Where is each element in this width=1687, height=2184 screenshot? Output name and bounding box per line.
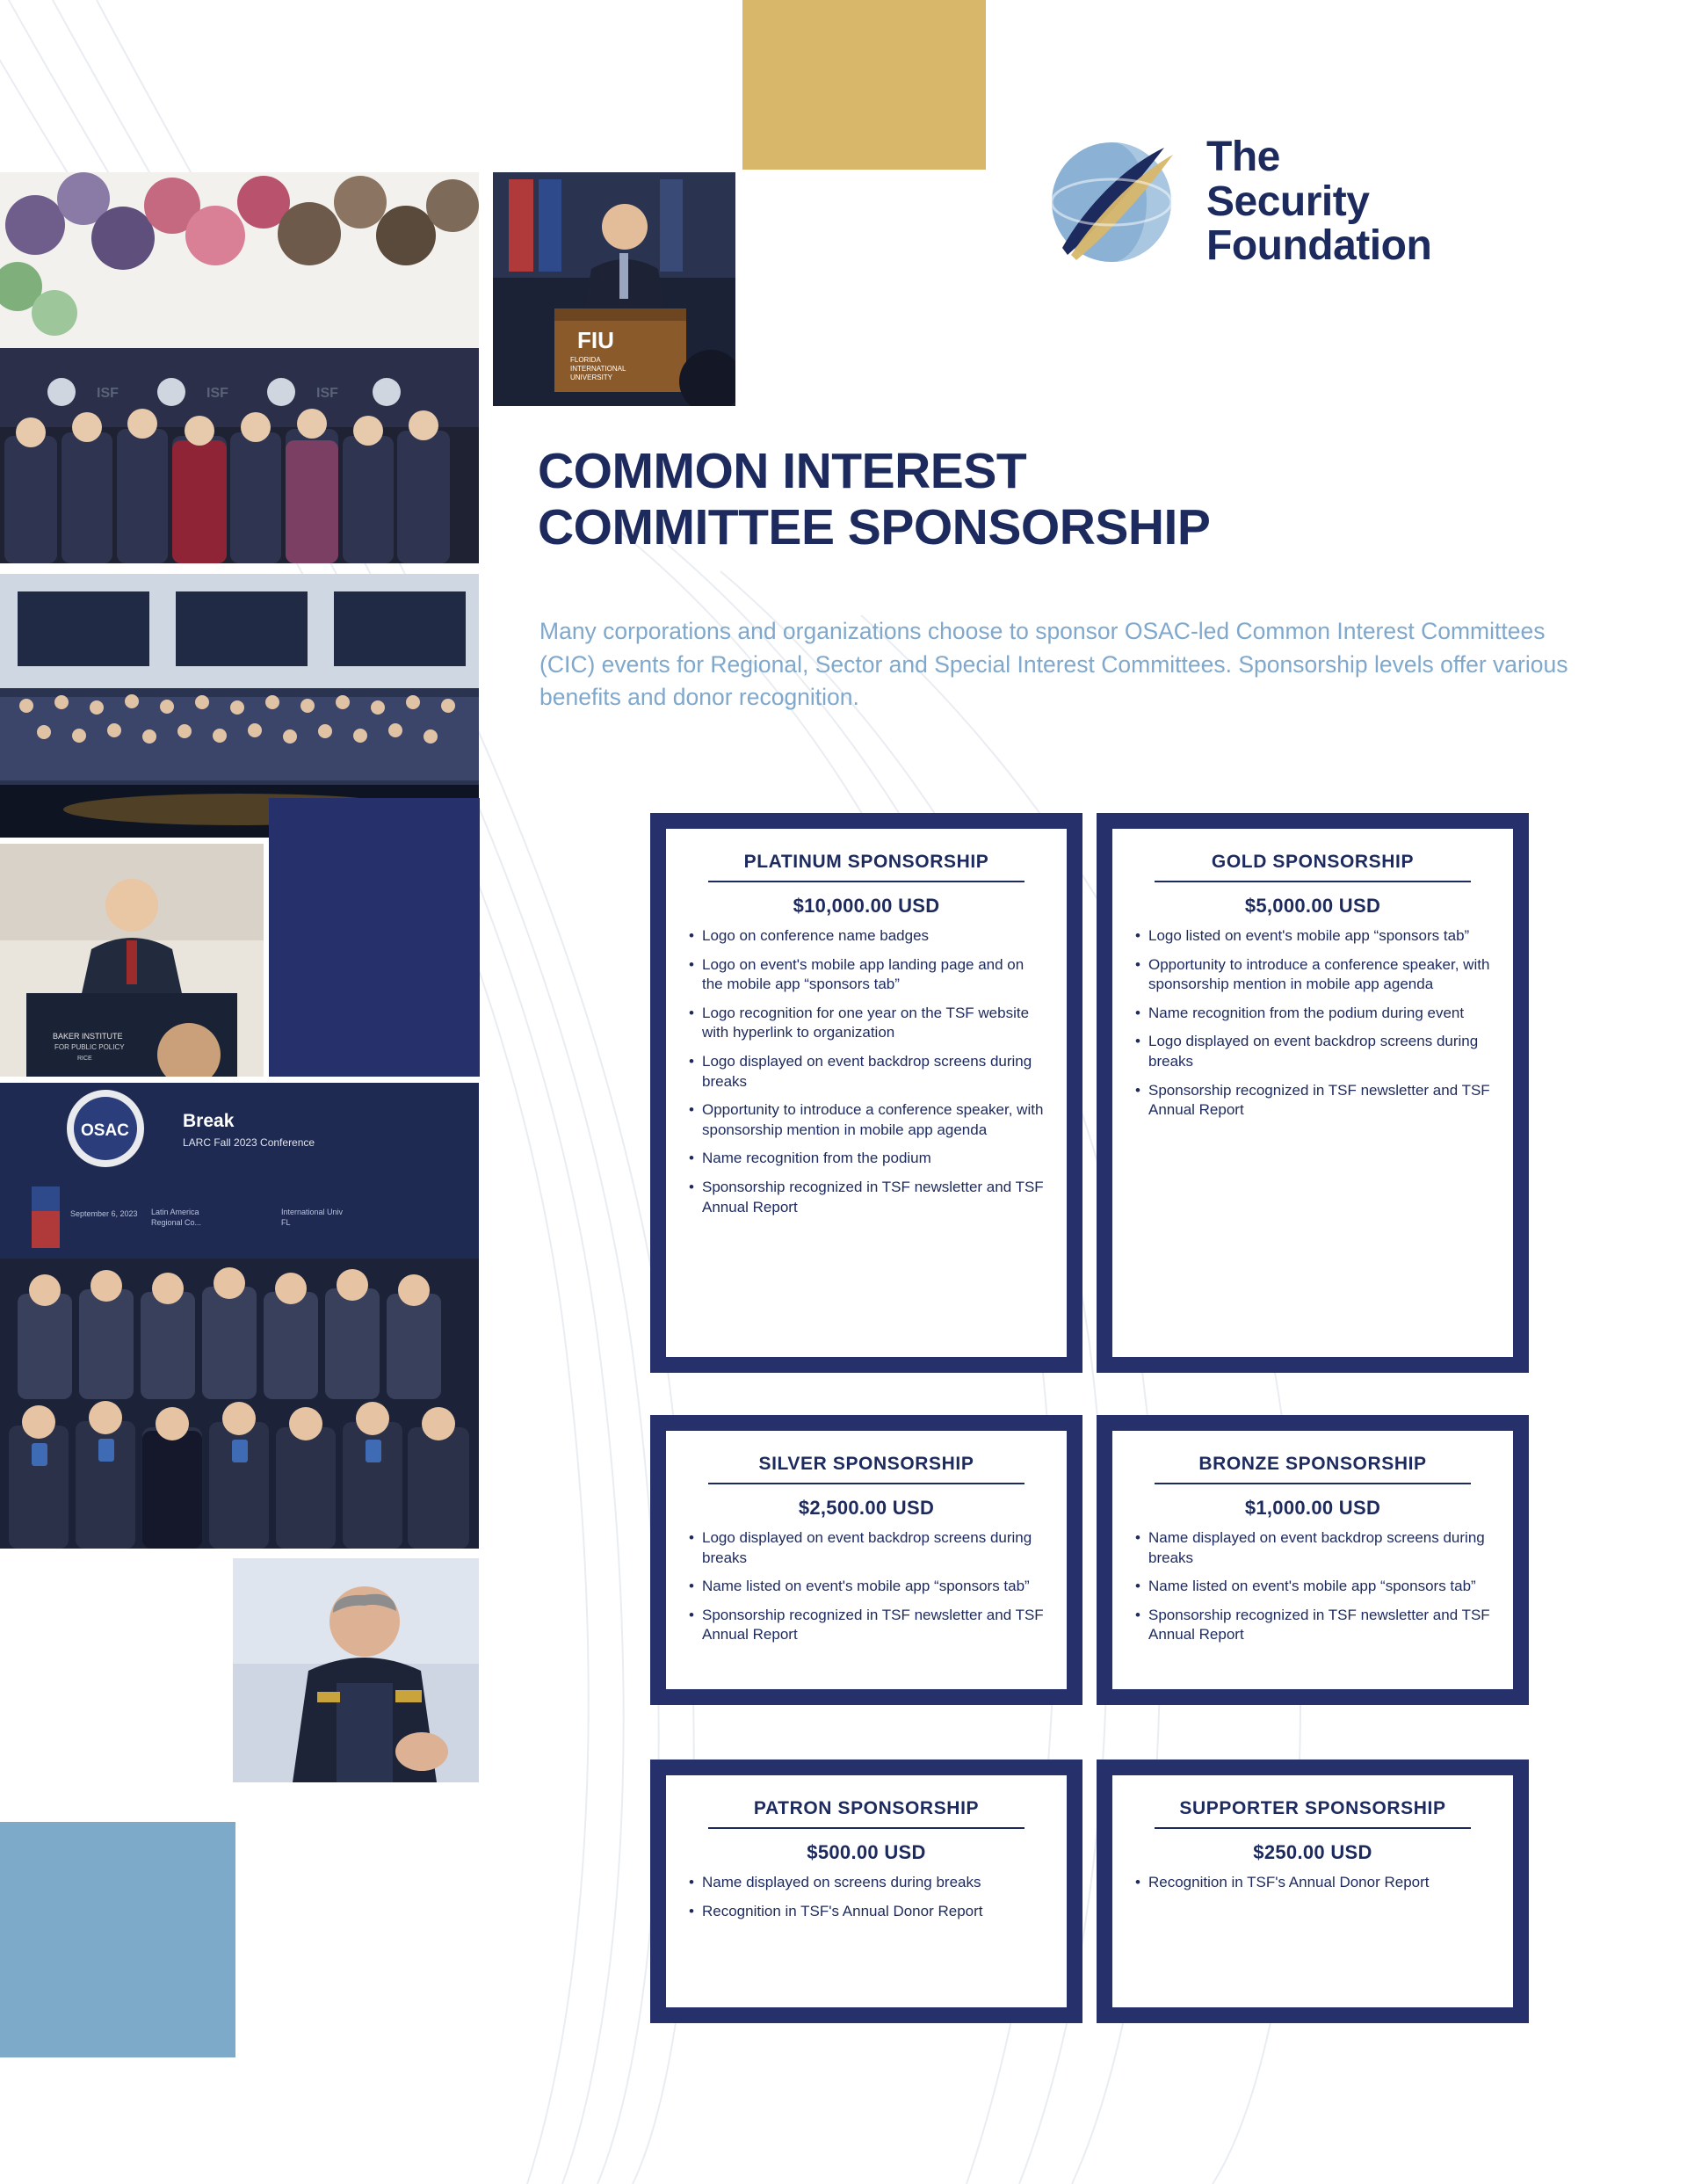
tier-title: SUPPORTER SPONSORSHIP <box>1155 1798 1471 1829</box>
tier-benefit-list <box>689 1528 1044 1645</box>
tier-benefit: • Sponsorship recognized in TSF newsletter and TSF Annual Report <box>1135 1606 1490 1645</box>
svg-text:BAKER INSTITUTE: BAKER INSTITUTE <box>53 1032 123 1041</box>
tier-benefit-list <box>689 1873 1044 1921</box>
tier-card-supporter <box>1097 1760 1529 2023</box>
tier-benefit-list <box>1135 926 1490 1121</box>
svg-text:September 6, 2023: September 6, 2023 <box>70 1209 138 1218</box>
tier-card-gold <box>1097 813 1529 1373</box>
photo-baker-institute-speaker <box>0 844 264 1077</box>
svg-text:FLORIDA: FLORIDA <box>570 356 601 364</box>
brand-name <box>1206 135 1431 270</box>
tier-card-patron <box>650 1760 1082 2023</box>
tier-title: GOLD SPONSORSHIP <box>1155 852 1471 882</box>
photo-group-photo-balloons <box>0 172 479 563</box>
tier-benefit: • Name listed on event's mobile app “sponsors tab” <box>689 1577 1044 1597</box>
page-intro: Many corporations and organizations choose to sponsor OSAC-led Common Interest Committees (CIC) events for Regional, Sector and Special Interest Committees. Sponsorship levels offer various benefits and donor recognition. <box>539 618 1568 711</box>
svg-text:ISF: ISF <box>206 386 228 401</box>
tier-price: $2,500.00 USD <box>798 1497 935 1519</box>
tier-price: $10,000.00 USD <box>793 895 940 917</box>
tier-price: $500.00 USD <box>807 1841 926 1863</box>
tier-benefit: • Logo recognition for one year on the TSF website with hyperlink to organization <box>689 1004 1044 1043</box>
navy-block-left <box>269 798 480 1077</box>
tier-price: $1,000.00 USD <box>1244 1497 1381 1519</box>
brand-line-2: Security <box>1206 178 1370 225</box>
gold-accent-block <box>742 0 986 170</box>
tier-benefit: • Logo displayed on event backdrop screens during breaks <box>689 1528 1044 1568</box>
svg-text:International Univ: International Univ <box>281 1208 344 1216</box>
tier-benefit: • Opportunity to introduce a conference speaker, with sponsorship mention in mobile app agenda <box>689 1100 1044 1140</box>
tier-card-bronze <box>1097 1415 1529 1705</box>
tier-price: $5,000.00 USD <box>1244 895 1381 917</box>
svg-text:LARC Fall 2023 Conference: LARC Fall 2023 Conference <box>183 1136 315 1149</box>
tier-benefit: • Recognition in TSF's Annual Donor Report <box>1135 1873 1490 1893</box>
svg-text:RICE: RICE <box>77 1056 92 1062</box>
tier-benefit: • Name displayed on event backdrop screens during breaks <box>1135 1528 1490 1568</box>
tier-card-silver <box>650 1415 1082 1705</box>
tier-benefit: • Sponsorship recognized in TSF newsletter and TSF Annual Report <box>689 1178 1044 1217</box>
tier-benefit: • Logo listed on event's mobile app “sponsors tab” <box>1135 926 1490 947</box>
svg-text:ISF: ISF <box>97 386 119 401</box>
tier-benefit: • Opportunity to introduce a conference speaker, with sponsorship mention in mobile app agenda <box>1135 955 1490 995</box>
svg-text:OSAC: OSAC <box>81 1121 129 1140</box>
tier-benefit: • Name recognition from the podium <box>689 1149 1044 1169</box>
svg-text:Regional Co...: Regional Co... <box>151 1218 202 1227</box>
tier-benefit: • Name displayed on screens during breaks <box>689 1873 1044 1893</box>
tier-title: SILVER SPONSORSHIP <box>708 1454 1025 1484</box>
brand-line-1: The <box>1206 133 1280 180</box>
page-title <box>538 444 1575 556</box>
tier-title: PATRON SPONSORSHIP <box>708 1798 1025 1829</box>
svg-text:UNIVERSITY: UNIVERSITY <box>570 374 613 381</box>
tier-benefit-list <box>689 926 1044 1217</box>
tier-benefit-list <box>1135 1873 1490 1893</box>
svg-text:FIU: FIU <box>577 327 614 353</box>
photo-uniformed-speaker-portrait <box>233 1558 479 1782</box>
tier-benefit: • Sponsorship recognized in TSF newsletter and TSF Annual Report <box>689 1606 1044 1645</box>
page-title-line-2: COMMITTEE SPONSORSHIP <box>538 498 1211 555</box>
tier-benefit: • Name recognition from the podium during event <box>1135 1004 1490 1024</box>
brand-line-3: Foundation <box>1206 222 1432 270</box>
tier-price: $250.00 USD <box>1253 1841 1372 1863</box>
brand-logo <box>1041 114 1568 290</box>
svg-text:FOR PUBLIC POLICY: FOR PUBLIC POLICY <box>54 1043 125 1051</box>
light-blue-block <box>0 1822 235 2057</box>
page-title-line-1: COMMON INTEREST <box>538 443 1027 499</box>
svg-text:INTERNATIONAL: INTERNATIONAL <box>570 365 626 373</box>
tier-title: BRONZE SPONSORSHIP <box>1155 1454 1471 1484</box>
tier-benefit: • Sponsorship recognized in TSF newsletter and TSF Annual Report <box>1135 1081 1490 1121</box>
tier-benefit: • Logo on event's mobile app landing page and on the mobile app “sponsors tab” <box>689 955 1044 995</box>
svg-text:Latin America: Latin America <box>151 1208 199 1216</box>
tier-title: PLATINUM SPONSORSHIP <box>708 852 1025 882</box>
svg-text:Break: Break <box>183 1111 235 1131</box>
tier-benefit: • Logo on conference name badges <box>689 926 1044 947</box>
globe-swoosh-icon <box>1041 132 1182 272</box>
tier-benefit: • Logo displayed on event backdrop screens during breaks <box>1135 1032 1490 1071</box>
photo-osac-larc-group-photo <box>0 1083 479 1549</box>
photo-fiu-podium-speaker <box>493 172 735 406</box>
tier-card-platinum <box>650 813 1082 1373</box>
svg-text:FL: FL <box>281 1218 291 1227</box>
svg-text:ISF: ISF <box>316 386 338 401</box>
tier-benefit: • Name listed on event's mobile app “sponsors tab” <box>1135 1577 1490 1597</box>
tier-benefit: • Recognition in TSF's Annual Donor Report <box>689 1902 1044 1922</box>
tier-benefit-list <box>1135 1528 1490 1645</box>
tier-benefit: • Logo displayed on event backdrop screens during breaks <box>689 1052 1044 1092</box>
